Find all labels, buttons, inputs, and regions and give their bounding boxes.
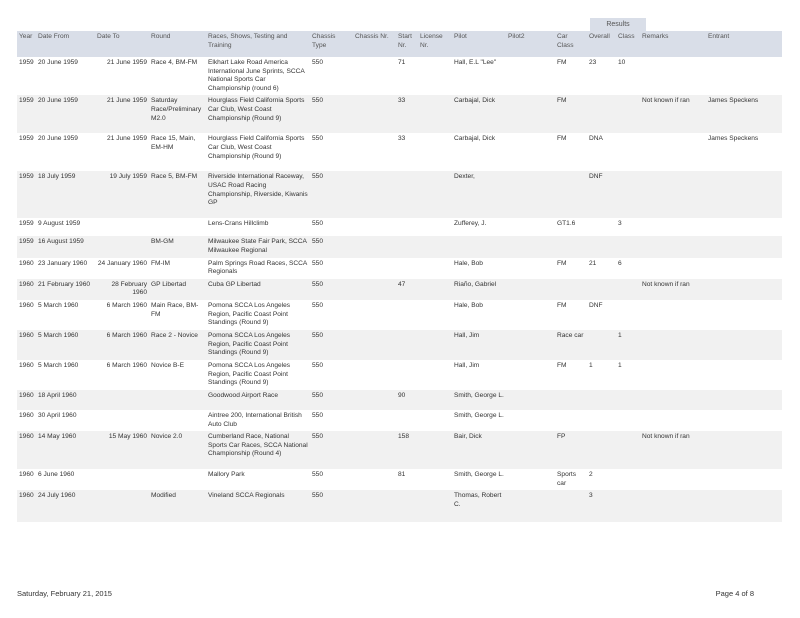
cell-date-from: 18 April 1960	[36, 390, 95, 410]
cell-start-nr: 158	[396, 431, 418, 469]
cell-pilot: Dexter,	[452, 171, 506, 218]
cell-car-class: FM	[557, 259, 567, 267]
cell-round	[149, 410, 206, 431]
cell-date-to	[95, 390, 149, 410]
cell-pilot: Smith, George L.	[454, 471, 504, 479]
cell-date-to: 28 February 1960	[95, 279, 149, 300]
cell-pilot2	[506, 236, 555, 257]
cell-remarks	[640, 490, 706, 522]
cell-date-from: 30 April 1960	[38, 411, 77, 419]
cell-date-to: 19 July 1959	[95, 171, 149, 218]
cell-round: Novice 2.0	[149, 431, 206, 469]
col-header-round: Round	[149, 31, 206, 57]
cell-date-from: 5 March 1960	[36, 330, 95, 360]
cell-start-nr	[396, 410, 418, 431]
cell-entrant	[706, 390, 782, 410]
table-row	[17, 258, 782, 279]
cell-entrant	[706, 410, 782, 431]
col-header-pilot: Pilot	[452, 31, 506, 57]
cell-chassis-nr	[353, 360, 396, 390]
cell-year: 1960	[17, 279, 36, 300]
cell-license-nr	[418, 218, 452, 236]
cell-date-from: 21 February 1960	[36, 279, 95, 300]
cell-entrant	[706, 490, 782, 522]
cell-year: 1960	[19, 471, 34, 479]
cell-pilot2	[506, 218, 555, 236]
cell-car-class	[555, 410, 587, 431]
cell-class	[616, 133, 640, 171]
cell-race: Milwaukee State Fair Park, SCCA Milwaukee Regional	[206, 236, 310, 257]
cell-entrant	[706, 258, 782, 279]
cell-license-nr	[418, 490, 452, 522]
cell-pilot: Bair, Dick	[452, 431, 506, 469]
col-header-date-from: Date From	[36, 31, 95, 57]
cell-class	[616, 279, 640, 300]
cell-year: 1960	[17, 490, 36, 522]
cell-chassis-nr	[353, 410, 396, 431]
cell-class: 10	[618, 59, 626, 66]
cell-pilot2	[506, 57, 555, 95]
cell-pilot2	[506, 279, 555, 300]
cell-remarks	[640, 410, 706, 431]
cell-chassis-type: 550	[312, 361, 324, 369]
cell-date-from: 20 June 1959	[38, 135, 78, 143]
cell-entrant	[706, 300, 782, 330]
cell-date-from: 14 May 1960	[36, 431, 95, 469]
cell-remarks	[640, 236, 706, 257]
cell-entrant	[706, 57, 782, 95]
cell-date-to	[95, 236, 149, 257]
cell-car-class: Sports car	[557, 471, 577, 487]
cell-date-from: 18 July 1959	[36, 171, 95, 218]
race-results-table	[17, 31, 782, 522]
cell-date-to: 15 May 1960	[95, 431, 149, 469]
cell-start-nr	[396, 236, 418, 257]
cell-date-from: 23 January 1960	[38, 259, 88, 267]
cell-round	[149, 390, 206, 410]
cell-license-nr	[418, 410, 452, 431]
col-header-races: Races, Shows, Testing and Training	[206, 31, 310, 57]
col-header-license-nr: License Nr.	[418, 31, 452, 57]
cell-year: 1960	[17, 330, 36, 360]
cell-chassis-nr	[353, 218, 396, 236]
cell-entrant	[706, 171, 782, 218]
col-header-entrant: Entrant	[706, 31, 782, 57]
cell-year: 1960	[17, 431, 36, 469]
cell-chassis-type: 550	[310, 279, 353, 300]
cell-year: 1959	[19, 135, 34, 143]
cell-round: Race 4, BM-FM	[151, 59, 198, 66]
footer-page-number: Page 4 of 8	[715, 589, 754, 598]
cell-remarks	[640, 360, 706, 390]
cell-start-nr	[396, 360, 418, 390]
table-row	[17, 330, 782, 360]
cell-remarks	[640, 57, 706, 95]
cell-car-class	[555, 390, 587, 410]
cell-license-nr	[418, 360, 452, 390]
cell-class	[616, 300, 640, 330]
col-header-chassis-type: Chassis Type	[310, 31, 353, 57]
cell-overall: 23	[589, 59, 597, 66]
cell-pilot2	[506, 258, 555, 279]
col-header-year: Year	[17, 31, 36, 57]
col-header-date-to: Date To	[95, 31, 149, 57]
cell-overall	[587, 390, 616, 410]
col-header-chassis-nr: Chassis Nr.	[353, 31, 396, 57]
cell-start-nr	[396, 490, 418, 522]
cell-entrant: James Speckens	[706, 95, 782, 133]
cell-remarks	[640, 258, 706, 279]
cell-race: Cumberland Race, National Sports Car Races, SCCA National Championship (Round 4)	[206, 431, 310, 469]
cell-year: 1960	[17, 390, 36, 410]
cell-overall: DNF	[587, 171, 616, 218]
cell-start-nr: 90	[396, 390, 418, 410]
cell-class	[616, 469, 640, 490]
cell-car-class: GT1.6	[557, 220, 576, 228]
cell-chassis-nr	[353, 469, 396, 490]
cell-overall: 21	[589, 259, 597, 267]
cell-entrant	[706, 469, 782, 490]
cell-chassis-nr	[353, 300, 396, 330]
cell-chassis-nr	[353, 258, 396, 279]
cell-pilot2	[506, 133, 555, 171]
cell-date-to: 21 June 1959	[107, 59, 147, 66]
cell-chassis-type: 550	[310, 390, 353, 410]
cell-start-nr: 33	[396, 95, 418, 133]
cell-license-nr	[418, 330, 452, 360]
cell-overall	[587, 95, 616, 133]
cell-license-nr	[418, 469, 452, 490]
cell-remarks	[640, 469, 706, 490]
cell-date-from: 5 March 1960	[38, 361, 79, 369]
footer-date: Saturday, February 21, 2015	[17, 589, 112, 598]
cell-date-to: 24 January 1960	[97, 259, 147, 267]
cell-pilot: Hall, Jim	[454, 361, 480, 369]
cell-round: Main Race, BM-FM	[151, 301, 199, 318]
cell-car-class	[555, 279, 587, 300]
cell-entrant: James Speckens	[708, 135, 759, 143]
cell-license-nr	[418, 431, 452, 469]
results-group-header: Results	[590, 18, 646, 31]
cell-chassis-nr	[353, 390, 396, 410]
table-body	[17, 57, 782, 522]
cell-class: 1	[618, 361, 622, 369]
cell-chassis-type: 550	[312, 301, 324, 309]
cell-race: Hourglass Field California Sports Car Club, West Coast Championship (Round 9)	[208, 135, 305, 160]
cell-chassis-nr	[353, 171, 396, 218]
cell-round: Race 15, Main, EM-HM	[151, 135, 196, 151]
cell-car-class	[555, 171, 587, 218]
cell-class	[616, 490, 640, 522]
cell-pilot: Carbajal, Dick	[452, 95, 506, 133]
cell-start-nr	[396, 330, 418, 360]
cell-pilot2	[506, 469, 555, 490]
cell-race: Pomona SCCA Los Angeles Region, Pacific Coast Point Standings (Round 9)	[208, 361, 291, 387]
cell-chassis-type: 550	[310, 171, 353, 218]
cell-pilot2	[506, 330, 555, 360]
cell-race: Pomona SCCA Los Angeles Region, Pacific Coast Point Standings (Round 9)	[208, 301, 291, 327]
table-row	[17, 490, 782, 522]
cell-pilot2	[506, 410, 555, 431]
cell-year: 1959	[17, 95, 36, 133]
cell-race: Aintree 200, International British Auto Club	[208, 411, 302, 428]
cell-year: 1959	[17, 171, 36, 218]
cell-date-to	[95, 469, 149, 490]
cell-date-from: 16 August 1959	[36, 236, 95, 257]
cell-race: Mallory Park	[208, 471, 245, 479]
cell-entrant	[706, 330, 782, 360]
cell-license-nr	[418, 95, 452, 133]
cell-date-to: 6 March 1960	[95, 330, 149, 360]
cell-pilot: Hale, Bob	[454, 301, 483, 309]
table-row	[17, 360, 782, 390]
cell-entrant	[706, 360, 782, 390]
cell-round: GP Libertad	[149, 279, 206, 300]
cell-year: 1959	[17, 236, 36, 257]
cell-overall: 1	[589, 361, 593, 369]
col-header-pilot2: Pilot2	[506, 31, 555, 57]
cell-entrant	[706, 431, 782, 469]
cell-car-class: Race car	[555, 330, 587, 360]
cell-date-to: 21 June 1959	[95, 95, 149, 133]
cell-start-nr	[396, 258, 418, 279]
cell-overall: 2	[589, 471, 593, 479]
cell-round	[149, 218, 206, 236]
cell-date-to	[95, 218, 149, 236]
cell-remarks	[640, 390, 706, 410]
cell-car-class: FM	[557, 301, 567, 309]
table-row	[17, 431, 782, 469]
cell-overall	[587, 218, 616, 236]
table-row	[17, 57, 782, 95]
cell-start-nr: 71	[398, 59, 406, 66]
cell-start-nr	[396, 218, 418, 236]
cell-entrant	[706, 236, 782, 257]
cell-chassis-type: 550	[310, 95, 353, 133]
cell-race: Elkhart Lake Road America International June Sprints, SCCA National Sports Car Championship (round 6)	[208, 59, 305, 92]
cell-car-class	[555, 236, 587, 257]
cell-race: Cuba GP Libertad	[206, 279, 310, 300]
cell-class	[616, 431, 640, 469]
cell-chassis-nr	[353, 57, 396, 95]
cell-date-to	[95, 410, 149, 431]
cell-pilot: Hall, E.L "Lee"	[454, 59, 497, 66]
cell-round: Modified	[149, 490, 206, 522]
col-header-remarks: Remarks	[640, 31, 706, 57]
cell-round: FM-IM	[151, 259, 171, 267]
cell-date-to: 6 March 1960	[106, 361, 147, 369]
cell-start-nr	[396, 171, 418, 218]
cell-car-class: FM	[557, 361, 567, 369]
cell-year: 1960	[19, 361, 34, 369]
cell-class	[616, 236, 640, 257]
table-row	[17, 236, 782, 257]
cell-remarks: Not known if ran	[640, 431, 706, 469]
cell-date-from: 24 July 1960	[36, 490, 95, 522]
cell-class	[616, 390, 640, 410]
cell-remarks: Not known if ran	[640, 279, 706, 300]
cell-date-from: 6 June 1960	[38, 471, 75, 479]
cell-year: 1959	[19, 59, 34, 66]
cell-license-nr	[418, 133, 452, 171]
cell-race: Pomona SCCA Los Angeles Region, Pacific Coast Point Standings (Round 9)	[206, 330, 310, 360]
cell-car-class: FM	[557, 59, 567, 66]
cell-car-class: FM	[555, 95, 587, 133]
cell-pilot: Carbajal, Dick	[454, 135, 496, 143]
cell-class	[616, 95, 640, 133]
cell-overall	[587, 279, 616, 300]
cell-remarks	[640, 133, 706, 171]
cell-chassis-nr	[353, 279, 396, 300]
cell-pilot: Zufferey, J.	[454, 220, 487, 228]
cell-round: Saturday Race/Preliminary M2.0	[149, 95, 206, 133]
table-row	[17, 218, 782, 236]
cell-start-nr	[396, 300, 418, 330]
cell-overall	[587, 431, 616, 469]
cell-round: Race 2 - Novice	[149, 330, 206, 360]
cell-round: Novice B-E	[151, 361, 184, 369]
cell-car-class: FM	[557, 135, 567, 143]
cell-pilot2	[506, 431, 555, 469]
cell-year: 1960	[19, 259, 34, 267]
cell-remarks	[640, 300, 706, 330]
cell-date-from: 9 August 1959	[38, 220, 81, 228]
cell-pilot: Hale, Bob	[454, 259, 483, 267]
cell-remarks: Not known if ran	[640, 95, 706, 133]
cell-chassis-type: 550	[310, 431, 353, 469]
table-row	[17, 300, 782, 330]
cell-pilot2	[506, 390, 555, 410]
cell-license-nr	[418, 279, 452, 300]
cell-start-nr: 81	[398, 471, 406, 479]
cell-license-nr	[418, 258, 452, 279]
col-header-class: Class	[616, 31, 640, 57]
cell-date-from: 20 June 1959	[38, 59, 78, 66]
cell-year: 1959	[19, 220, 34, 228]
cell-chassis-nr	[353, 133, 396, 171]
cell-race: Vineland SCCA Regionals	[206, 490, 310, 522]
cell-chassis-nr	[353, 236, 396, 257]
table-row	[17, 95, 782, 133]
table-row	[17, 279, 782, 300]
cell-date-to	[95, 490, 149, 522]
table-row	[17, 469, 782, 490]
cell-chassis-nr	[353, 95, 396, 133]
table-row	[17, 390, 782, 410]
cell-race: Riverside International Raceway, USAC Road Racing Championship, Riverside, Kiwanis GP	[206, 171, 310, 218]
cell-pilot	[452, 236, 506, 257]
cell-license-nr	[418, 57, 452, 95]
cell-class	[616, 171, 640, 218]
cell-entrant	[706, 218, 782, 236]
cell-year: 1960	[19, 411, 34, 419]
cell-chassis-type: 550	[310, 236, 353, 257]
cell-pilot: Smith, George L.	[454, 411, 504, 419]
table-row	[17, 171, 782, 218]
cell-chassis-type: 550	[310, 490, 353, 522]
cell-license-nr	[418, 171, 452, 218]
cell-round: BM-GM	[149, 236, 206, 257]
cell-license-nr	[418, 300, 452, 330]
cell-pilot: Hall, Jim	[452, 330, 506, 360]
cell-class: 1	[616, 330, 640, 360]
cell-year: 1960	[19, 301, 34, 309]
cell-chassis-type: 550	[312, 59, 324, 66]
cell-overall: DNA	[589, 135, 603, 143]
cell-race: Palm Springs Road Races, SCCA Regionals	[208, 259, 307, 276]
cell-start-nr: 47	[396, 279, 418, 300]
cell-chassis-type: 550	[312, 411, 324, 419]
cell-chassis-type: 550	[312, 220, 324, 228]
cell-race: Lens-Crans Hillclimb	[208, 220, 269, 228]
cell-race: Hourglass Field California Sports Car Club, West Coast Championship (Round 9)	[206, 95, 310, 133]
cell-class: 3	[618, 220, 622, 228]
cell-pilot2	[506, 300, 555, 330]
cell-round	[149, 469, 206, 490]
cell-chassis-nr	[353, 490, 396, 522]
cell-chassis-nr	[353, 431, 396, 469]
cell-car-class: FP	[555, 431, 587, 469]
cell-pilot2	[506, 360, 555, 390]
cell-pilot2	[506, 490, 555, 522]
cell-overall	[587, 330, 616, 360]
cell-chassis-type: 550	[312, 471, 324, 479]
cell-date-to: 6 March 1960	[106, 301, 147, 309]
col-header-overall: Overall	[587, 31, 616, 57]
cell-chassis-type: 550	[310, 330, 353, 360]
cell-pilot: Thomas, Robert C.	[452, 490, 506, 522]
col-header-car-class: Car Class	[555, 31, 587, 57]
cell-chassis-type: 550	[312, 135, 324, 143]
cell-start-nr: 33	[398, 135, 406, 143]
cell-race: Goodwood Airport Race	[206, 390, 310, 410]
cell-date-from: 5 March 1960	[38, 301, 79, 309]
cell-pilot2	[506, 171, 555, 218]
cell-chassis-type: 550	[312, 259, 324, 267]
table-row	[17, 133, 782, 171]
table-row	[17, 410, 782, 431]
cell-class: 6	[618, 259, 622, 267]
cell-car-class	[555, 490, 587, 522]
cell-license-nr	[418, 236, 452, 257]
cell-remarks	[640, 218, 706, 236]
cell-license-nr	[418, 390, 452, 410]
cell-remarks	[640, 330, 706, 360]
cell-class	[616, 410, 640, 431]
cell-overall: 3	[587, 490, 616, 522]
cell-overall	[587, 410, 616, 431]
table-header-row	[17, 31, 782, 57]
cell-pilot: Smith, George L.	[452, 390, 506, 410]
cell-date-from: 20 June 1959	[36, 95, 95, 133]
cell-remarks	[640, 171, 706, 218]
cell-date-to: 21 June 1959	[107, 135, 147, 143]
col-header-start-nr: Start Nr.	[396, 31, 418, 57]
cell-pilot2	[506, 95, 555, 133]
cell-overall: DNF	[589, 301, 603, 309]
cell-overall	[587, 236, 616, 257]
cell-chassis-nr	[353, 330, 396, 360]
cell-pilot: Riaño, Gabriel	[452, 279, 506, 300]
cell-entrant	[706, 279, 782, 300]
cell-round: Race 5, BM-FM	[149, 171, 206, 218]
